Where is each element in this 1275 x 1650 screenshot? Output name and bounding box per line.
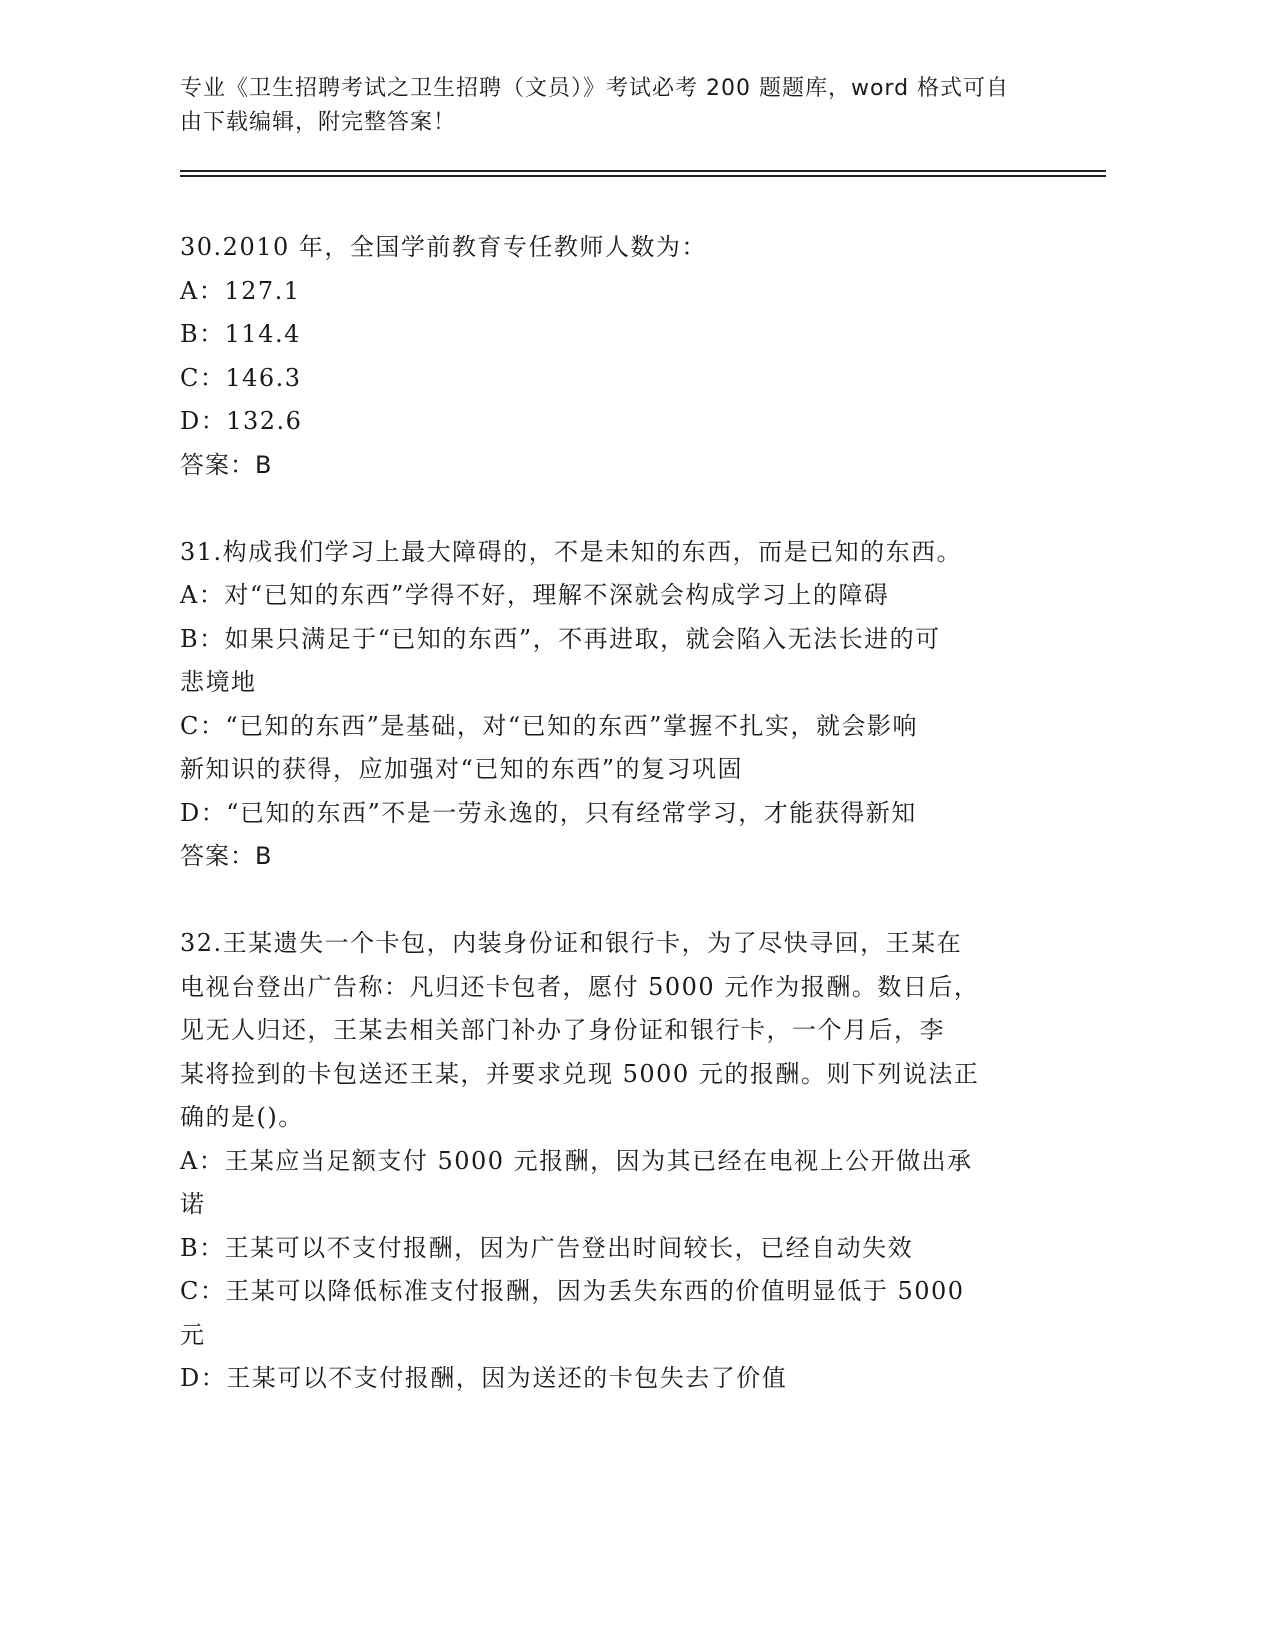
question-stem: 32.王某遗失一个卡包，内装身份证和银行卡，为了尽快寻回，王某在: [180, 929, 963, 957]
question-list: [180, 226, 1040, 1444]
option-d: D：王某可以不支付报酬，因为送还的卡包失去了价值: [180, 1364, 788, 1392]
header-divider-bottom: [180, 175, 1106, 177]
option-c: C：146.3: [180, 363, 302, 392]
option-b: B：114.4: [180, 320, 301, 348]
question-32: [180, 922, 1040, 1401]
answer-label: 答案：B: [180, 842, 273, 870]
option-d: D：132.6: [180, 407, 303, 435]
question-stem-continued: 见无人归还，王某去相关部门补办了身份证和银行卡，一个月后，李: [180, 1016, 945, 1044]
option-d: D：“已知的东西”不是一劳永逸的，只有经常学习，才能获得新知: [180, 798, 917, 827]
question-30: [180, 226, 1040, 487]
option-a-continued: 诺: [180, 1190, 206, 1218]
option-a: A：对“已知的东西”学得不好，理解不深就会构成学习上的障碍: [180, 581, 890, 609]
question-31: [180, 531, 1040, 879]
question-stem-continued: 确的是()。: [180, 1103, 304, 1131]
option-c: C：王某可以降低标准支付报酬，因为丢失东西的价值明显低于 5000: [180, 1277, 965, 1305]
option-b: B：如果只满足于“已知的东西”，不再进取，就会陷入无法长进的可: [180, 624, 941, 653]
option-c: C：“已知的东西”是基础，对“已知的东西”掌握不扎实，就会影响: [180, 711, 918, 740]
question-stem: 31.构成我们学习上最大障碍的，不是未知的东西，而是已知的东西。: [180, 537, 963, 566]
option-a: A：127.1: [180, 276, 301, 305]
option-c-continued: 元: [180, 1320, 206, 1349]
document-header: [180, 72, 1060, 140]
question-stem-continued: 某将捡到的卡包送还王某，并要求兑现 5000 元的报酬。则下列说法正: [180, 1059, 980, 1088]
question-stem: 30.2010 年，全国学前教育专任教师人数为：: [180, 233, 707, 261]
header-divider-top: [180, 170, 1106, 172]
question-stem-continued: 电视台登出广告称：凡归还卡包者，愿付 5000 元作为报酬。数日后，: [180, 972, 980, 1001]
option-a: A：王某应当足额支付 5000 元报酬，因为其已经在电视上公开做出承: [180, 1146, 973, 1175]
answer-label: 答案：B: [180, 450, 273, 479]
header-line-1: 专业《卫生招聘考试之卫生招聘（文员）》考试必考 200 题题库，word 格式可自: [180, 76, 1010, 101]
header-line-2: 由下载编辑，附完整答案！: [180, 110, 457, 135]
option-b-continued: 悲境地: [180, 668, 257, 696]
option-b: B：王某可以不支付报酬，因为广告登出时间较长，已经自动失效: [180, 1233, 914, 1262]
option-c-continued: 新知识的获得，应加强对“已知的东西”的复习巩固: [180, 755, 744, 783]
